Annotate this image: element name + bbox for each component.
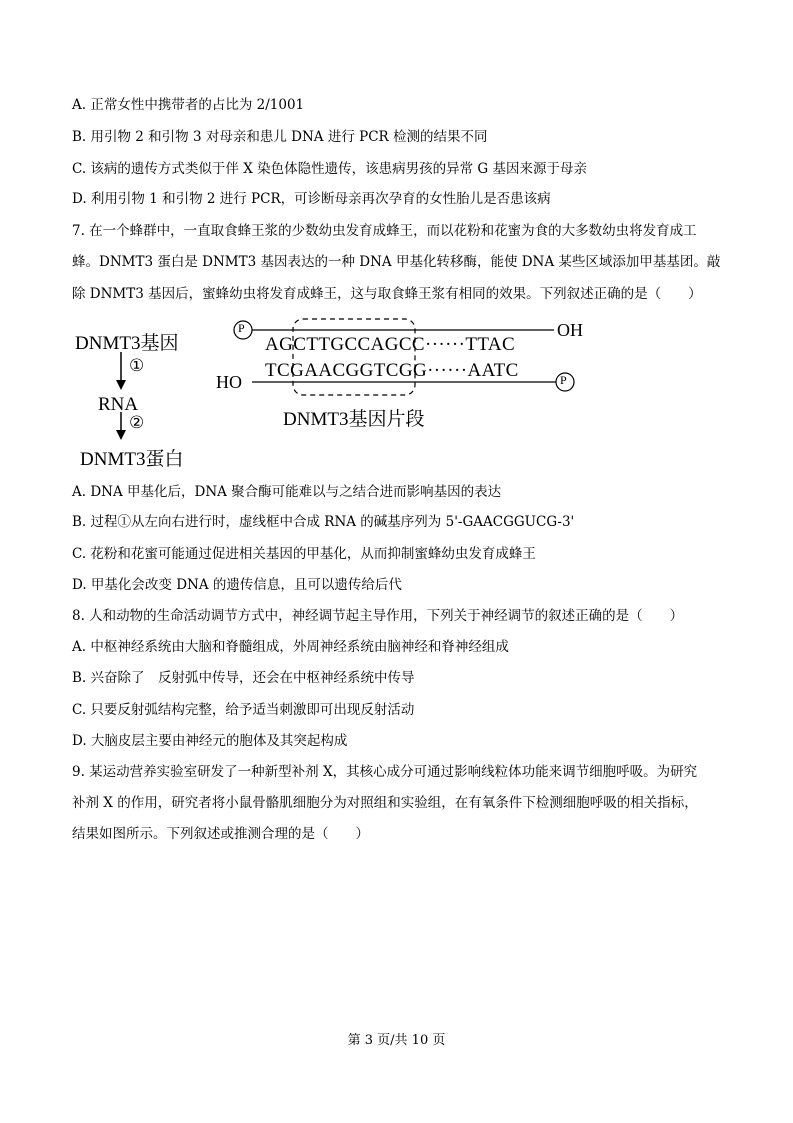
q8-stem: 8. 人和动物的生命活动调节方式中，神经调节起主导作用，下列关于神经调节的叙述正确的是（ ） (72, 608, 684, 624)
q7-stem-line1: 7. 在一个蜂群中，一直取食蜂王浆的少数幼虫发育成蜂王，而以花粉和花蜜为食的大多数幼虫将发育成工 (72, 223, 697, 239)
q7-option-a: A. DNA 甲基化后，DNA 聚合酶可能难以与之结合进而影响基因的表达 (72, 484, 502, 500)
label-rna: RNA (98, 394, 139, 415)
label-p-left: P (238, 321, 245, 335)
dashed-box (293, 319, 415, 395)
q7-option-b: B. 过程①从左向右进行时，虚线框中合成 RNA 的碱基序列为 5'-GAACGGUCG-3' (72, 514, 575, 530)
q8-option-a: A. 中枢神经系统由大脑和脊髓组成，外周神经系统由脑神经和脊神经组成 (72, 639, 509, 655)
label-gene: DNMT3基因 (75, 333, 179, 354)
q9-stem-line1: 9. 某运动营养实验室研发了一种新型补剂 X，其核心成分可通过影响线粒体功能来调节细胞呼吸。为研究 (72, 764, 698, 780)
q9-stem-line2: 补剂 X 的作用，研究者将小鼠骨骼肌细胞分为对照组和实验组，在有氧条件下检测细胞呼吸的相关指标， (72, 795, 698, 811)
q9-stem-line3: 结果如图所示。下列叙述或推测合理的是（ ） (72, 826, 369, 842)
arrow-head-1 (116, 380, 126, 390)
label-oh-right: OH (557, 320, 583, 340)
q7-stem-line2: 蜂。DNMT3 蛋白是 DNMT3 基因表达的一种 DNA 甲基化转移酶，能使 DNA 某些区域添加甲基基团。敲 (72, 254, 721, 270)
diagram-caption: DNMT3基因片段 (283, 409, 425, 430)
q8-option-b: B. 兴奋除了 反射弧中传导，还会在中枢神经系统中传导 (72, 670, 415, 686)
q7-stem-line3: 除 DNMT3 基因后，蜜蜂幼虫将发育成蜂王，这与取食蜂王浆有相同的效果。下列叙述正确的是（ ） (72, 286, 702, 302)
strand-top-sequence: AGCTTGCCAGCC······TTAC (265, 334, 516, 355)
strand-bottom-sequence: TCGAACGGTCGG······AATC (265, 360, 519, 381)
q6-option-a: A. 正常女性中携带者的占比为 2/1001 (72, 97, 305, 113)
q8-option-d: D. 大脑皮层主要由神经元的胞体及其突起构成 (72, 733, 348, 749)
label-step1: ① (129, 356, 145, 375)
q6-option-b: B. 用引物 2 和引物 3 对母亲和患儿 DNA 进行 PCR 检测的结果不同 (72, 129, 488, 145)
q7-option-d: D. 甲基化会改变 DNA 的遗传信息，且可以遗传给后代 (72, 577, 402, 593)
label-p-right: P (560, 373, 567, 387)
q8-option-c: C. 只要反射弧结构完整，给予适当刺激即可出现反射活动 (72, 702, 415, 718)
page-footer: 第 3 页/共 10 页 (347, 1033, 446, 1048)
q6-option-c: C. 该病的遗传方式类似于伴 X 染色体隐性遗传，该患病男孩的异常 G 基因来源于母亲 (72, 161, 587, 177)
label-ho-left: HO (216, 372, 242, 392)
q7-option-c: C. 花粉和花蜜可能通过促进相关基因的甲基化，从而抑制蜜蜂幼虫发育成蜂王 (72, 546, 536, 562)
q6-option-d: D. 利用引物 1 和引物 2 进行 PCR，可诊断母亲再次孕育的女性胎儿是否患该病 (72, 191, 551, 207)
arrow-head-2 (116, 430, 126, 440)
label-step2: ② (129, 413, 145, 432)
label-protein: DNMT3蛋白 (80, 449, 184, 470)
